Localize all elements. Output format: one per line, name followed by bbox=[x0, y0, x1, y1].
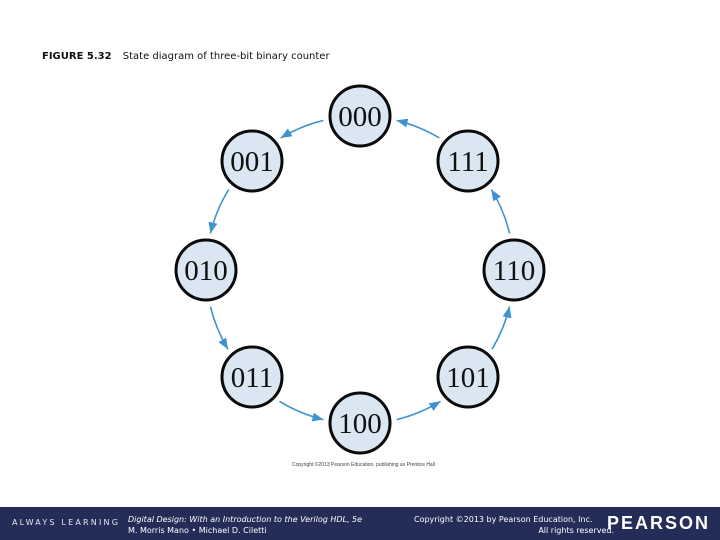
state-110-label: 110 bbox=[492, 255, 536, 287]
state-010-label: 010 bbox=[184, 255, 228, 287]
state-101-label: 101 bbox=[446, 362, 490, 394]
arrow-head-111-to-000 bbox=[397, 119, 409, 128]
footer-bar bbox=[0, 507, 720, 540]
pearson-logo: PEARSON bbox=[606, 513, 710, 533]
state-nodes bbox=[176, 86, 544, 453]
state-111-label: 111 bbox=[447, 146, 489, 178]
arrow-head-001-to-010 bbox=[209, 222, 218, 234]
state-011-label: 011 bbox=[230, 362, 274, 394]
state-001-label: 001 bbox=[230, 146, 274, 178]
image-copyright: Copyright ©2013 Pearson Education, publishing as Prentice Hall bbox=[292, 462, 435, 468]
book-title: Digital Design: With an Introduction to the Verilog HDL, 5e bbox=[128, 515, 363, 524]
state-000-label: 000 bbox=[338, 101, 382, 133]
book-authors: M. Morris Mano • Michael D. Ciletti bbox=[128, 526, 267, 535]
figure-label: FIGURE 5.32 bbox=[42, 51, 112, 62]
arrow-head-011-to-100 bbox=[312, 413, 324, 422]
arrow-head-101-to-110 bbox=[503, 307, 512, 319]
state-100-label: 100 bbox=[338, 408, 382, 440]
copyright-line-1: Copyright ©2013 by Pearson Education, Inc. bbox=[414, 515, 593, 524]
copyright-line-2: All rights reserved. bbox=[538, 526, 614, 535]
always-learning-tagline: ALWAYS LEARNING bbox=[12, 518, 121, 527]
figure-title: State diagram of three-bit binary counter bbox=[122, 51, 330, 62]
